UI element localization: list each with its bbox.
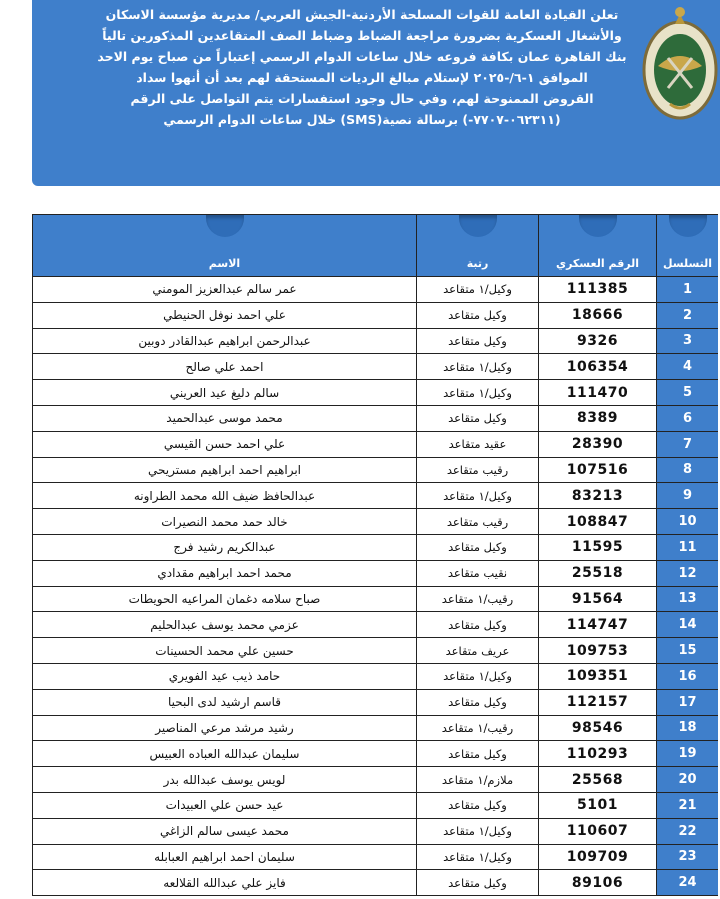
table-row [33, 534, 719, 560]
military-number-cell: 111470 [539, 380, 657, 406]
military-number-cell: 109709 [539, 844, 657, 870]
military-number-cell: 25568 [539, 767, 657, 793]
announcement-line: (٠٦٢٣١١-٧٧٠٧-) برسالة نصية(SMS) خلال ساعات الدوام الرسمي [163, 112, 561, 127]
header-rank-label: رتبة [466, 257, 489, 270]
serial-cell: 12 [657, 560, 719, 586]
rank-cell: وكيل متقاعد [417, 612, 539, 638]
serial-cell: 13 [657, 586, 719, 612]
table-row [33, 405, 719, 431]
rank-cell: وكيل متقاعد [417, 534, 539, 560]
name-cell: عزمي محمد يوسف عبدالحليم [33, 612, 417, 638]
military-number-cell: 8389 [539, 405, 657, 431]
serial-cell: 14 [657, 612, 719, 638]
announcement-text [72, 4, 652, 130]
rank-cell: وكيل/١ متقاعد [417, 354, 539, 380]
name-cell: عبدالحافظ ضيف الله محمد الطراونه [33, 483, 417, 509]
serial-cell: 4 [657, 354, 719, 380]
table-row [33, 818, 719, 844]
serial-cell: 8 [657, 457, 719, 483]
rank-cell: وكيل/١ متقاعد [417, 483, 539, 509]
table-row [33, 767, 719, 793]
name-cell: محمد احمد ابراهيم مقدادي [33, 560, 417, 586]
rank-cell: ملازم/١ متقاعد [417, 767, 539, 793]
rank-cell: وكيل متقاعد [417, 302, 539, 328]
serial-cell: 24 [657, 870, 719, 896]
military-number-cell: 98546 [539, 715, 657, 741]
rank-cell: رقيب/١ متقاعد [417, 586, 539, 612]
military-number-cell: 112157 [539, 689, 657, 715]
announcement-line: بنك القاهرة عمان بكافة فروعه خلال ساعات الدوام الرسمي إعتباراً من صباح يوم الاحد [97, 49, 627, 64]
header-name-label: الاسم [208, 257, 241, 270]
serial-cell: 10 [657, 509, 719, 535]
jordan-armed-forces-emblem-icon [634, 0, 720, 130]
rank-cell: وكيل متقاعد [417, 741, 539, 767]
rank-cell: رقيب متقاعد [417, 509, 539, 535]
header-military-number-label: الرقم العسكري [555, 257, 640, 270]
header-tab-decoration [206, 215, 244, 237]
table-header-row [33, 215, 719, 277]
rank-cell: وكيل/١ متقاعد [417, 818, 539, 844]
name-cell: محمد عيسى سالم الزاغي [33, 818, 417, 844]
name-cell: رشيد مرشد مرعي المناصير [33, 715, 417, 741]
table-row [33, 689, 719, 715]
name-cell: احمد علي صالح [33, 354, 417, 380]
military-number-cell: 107516 [539, 457, 657, 483]
announcement-banner [32, 0, 720, 186]
rank-cell: وكيل/١ متقاعد [417, 277, 539, 303]
name-cell: عمر سالم عبدالعزيز المومني [33, 277, 417, 303]
military-number-cell: 5101 [539, 792, 657, 818]
table-row [33, 663, 719, 689]
serial-cell: 20 [657, 767, 719, 793]
name-cell: حسين علي محمد الحسينات [33, 638, 417, 664]
table-row [33, 612, 719, 638]
name-cell: سالم دليغ عيد العريني [33, 380, 417, 406]
military-number-cell: 18666 [539, 302, 657, 328]
table-row [33, 277, 719, 303]
serial-cell: 5 [657, 380, 719, 406]
serial-cell: 7 [657, 431, 719, 457]
military-number-cell: 114747 [539, 612, 657, 638]
announcement-line: القروض الممنوحة لهم، وفي حال وجود استفسارات يتم التواصل على الرقم [130, 91, 594, 106]
rank-cell: وكيل متقاعد [417, 328, 539, 354]
rank-cell: وكيل/١ متقاعد [417, 663, 539, 689]
military-number-cell: 11595 [539, 534, 657, 560]
header-rank [417, 215, 539, 277]
military-number-cell: 111385 [539, 277, 657, 303]
table-row [33, 302, 719, 328]
rank-cell: وكيل متقاعد [417, 689, 539, 715]
header-serial-label: التسلسل [662, 257, 713, 270]
serial-cell: 21 [657, 792, 719, 818]
military-number-cell: 110607 [539, 818, 657, 844]
header-military-number [539, 215, 657, 277]
rank-cell: عقيد متقاعد [417, 431, 539, 457]
serial-cell: 23 [657, 844, 719, 870]
header-tab-decoration [669, 215, 707, 237]
table-row [33, 380, 719, 406]
name-cell: عيد حسن علي العبيدات [33, 792, 417, 818]
military-number-cell: 106354 [539, 354, 657, 380]
serial-cell: 9 [657, 483, 719, 509]
serial-cell: 18 [657, 715, 719, 741]
retirees-table-container [32, 214, 718, 899]
serial-cell: 1 [657, 277, 719, 303]
military-number-cell: 25518 [539, 560, 657, 586]
military-number-cell: 109753 [539, 638, 657, 664]
rank-cell: رقيب/١ متقاعد [417, 715, 539, 741]
table-row [33, 715, 719, 741]
table-row [33, 586, 719, 612]
name-cell: صباح سلامه دغمان المراعيه الحويطات [33, 586, 417, 612]
rank-cell: رقيب متقاعد [417, 457, 539, 483]
rank-cell: وكيل متقاعد [417, 792, 539, 818]
name-cell: محمد موسى عبدالحميد [33, 405, 417, 431]
retirees-table [32, 214, 718, 896]
header-name [33, 215, 417, 277]
military-number-cell: 108847 [539, 509, 657, 535]
serial-cell: 17 [657, 689, 719, 715]
serial-cell: 6 [657, 405, 719, 431]
table-body [33, 277, 719, 896]
header-tab-decoration [459, 215, 497, 237]
table-row [33, 328, 719, 354]
name-cell: خالد حمد محمد النصيرات [33, 509, 417, 535]
military-number-cell: 83213 [539, 483, 657, 509]
table-row [33, 483, 719, 509]
military-number-cell: 28390 [539, 431, 657, 457]
military-number-cell: 110293 [539, 741, 657, 767]
table-row [33, 638, 719, 664]
rank-cell: عريف متقاعد [417, 638, 539, 664]
name-cell: لويس يوسف عبدالله بدر [33, 767, 417, 793]
name-cell: سليمان احمد ابراهيم العبابله [33, 844, 417, 870]
military-number-cell: 91564 [539, 586, 657, 612]
name-cell: عبدالرحمن ابراهيم عبدالقادر دوبين [33, 328, 417, 354]
name-cell: حامد ذيب عيد الفويري [33, 663, 417, 689]
serial-cell: 11 [657, 534, 719, 560]
serial-cell: 19 [657, 741, 719, 767]
announcement-line: تعلن القيادة العامة للقوات المسلحة الأردنية-الجيش العربي/ مديرية مؤسسة الاسكان [105, 7, 619, 22]
rank-cell: وكيل متقاعد [417, 405, 539, 431]
table-row [33, 457, 719, 483]
name-cell: عبدالكريم رشيد فرج [33, 534, 417, 560]
rank-cell: وكيل/١ متقاعد [417, 380, 539, 406]
serial-cell: 3 [657, 328, 719, 354]
serial-cell: 2 [657, 302, 719, 328]
name-cell: ابراهيم احمد ابراهيم مستريحي [33, 457, 417, 483]
table-row [33, 354, 719, 380]
announcement-line: والأشغال العسكرية بضرورة مراجعة الضباط وضباط الصف المتقاعدين المذكورين تالياً [102, 28, 622, 43]
table-row [33, 844, 719, 870]
rank-cell: وكيل/١ متقاعد [417, 844, 539, 870]
military-number-cell: 109351 [539, 663, 657, 689]
rank-cell: وكيل متقاعد [417, 870, 539, 896]
name-cell: علي احمد حسن القيسي [33, 431, 417, 457]
name-cell: فايز علي عبدالله القلالعه [33, 870, 417, 896]
header-serial [657, 215, 719, 277]
serial-cell: 16 [657, 663, 719, 689]
table-row [33, 792, 719, 818]
table-row [33, 560, 719, 586]
table-row [33, 870, 719, 896]
rank-cell: نقيب متقاعد [417, 560, 539, 586]
name-cell: قاسم ارشيد لدى البحيا [33, 689, 417, 715]
name-cell: علي احمد نوفل الحنيطي [33, 302, 417, 328]
name-cell: سليمان عبدالله العباده العبيس [33, 741, 417, 767]
table-row [33, 431, 719, 457]
announcement-line: الموافق ١-٦/-٢٠٢٥ لإستلام مبالغ الرديات المستحقة لهم بعد أن أنهوا سداد [136, 70, 588, 85]
table-row [33, 509, 719, 535]
serial-cell: 15 [657, 638, 719, 664]
header-tab-decoration [579, 215, 617, 237]
military-number-cell: 9326 [539, 328, 657, 354]
military-number-cell: 89106 [539, 870, 657, 896]
table-row [33, 741, 719, 767]
serial-cell: 22 [657, 818, 719, 844]
